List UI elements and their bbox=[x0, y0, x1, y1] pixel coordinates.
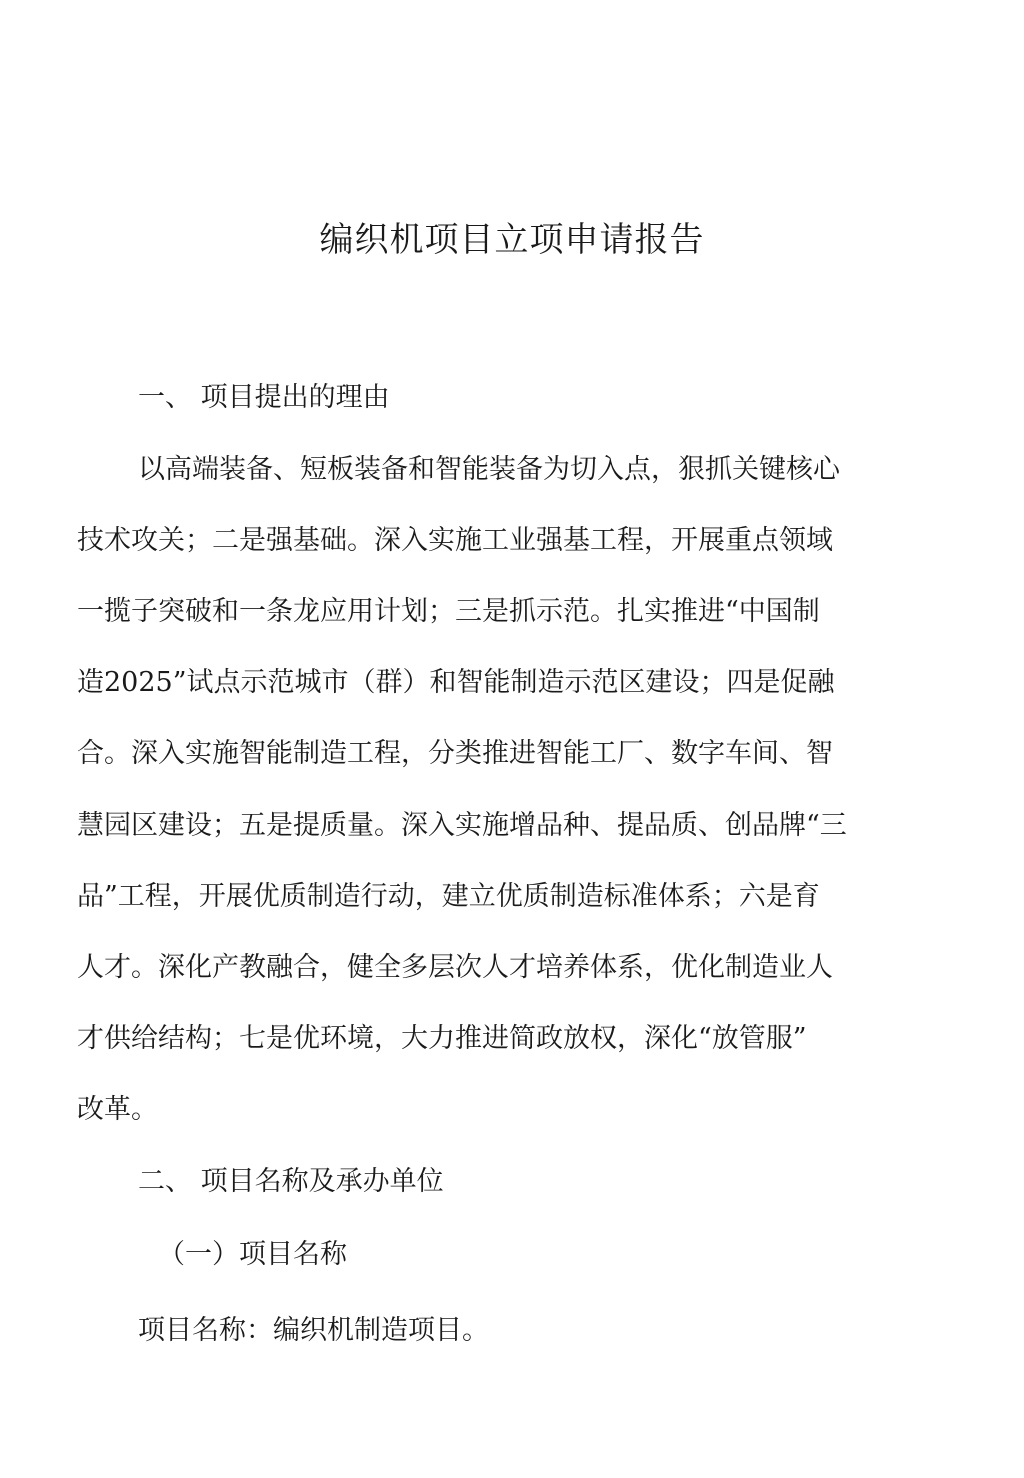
paragraph-line: 一揽子突破和一条龙应用计划；三是抓示范。扎实推进“中国制 bbox=[77, 596, 820, 627]
paragraph-line: 才供给结构；七是优环境，大力推进简政放权，深化“放管服” bbox=[77, 1023, 807, 1054]
paragraph-line: 技术攻关；二是强基础。深入实施工业强基工程，开展重点领域 bbox=[77, 525, 833, 556]
paragraph-line: 人才。深化产教融合，健全多层次人才培养体系，优化制造业人 bbox=[77, 952, 833, 983]
section-heading-reasons: 一、 项目提出的理由 bbox=[138, 382, 390, 413]
paragraph-line: 合。深入实施智能制造工程，分类推进智能工厂、数字车间、智 bbox=[77, 738, 833, 769]
document-title: 编织机项目立项申请报告 bbox=[319, 220, 705, 260]
project-name-text: 项目名称：编织机制造项目。 bbox=[138, 1315, 489, 1346]
paragraph-line: 慧园区建设；五是提质量。深入实施增品种、提品质、创品牌“三 bbox=[77, 810, 847, 841]
paragraph-line: 以高端装备、短板装备和智能装备为切入点，狠抓关键核心 bbox=[138, 454, 840, 485]
paragraph-line: 造2025”试点示范城市（群）和智能制造示范区建设；四是促融 bbox=[77, 667, 835, 698]
paragraph-line: 改革。 bbox=[77, 1094, 158, 1125]
section-heading-project-name-and-unit: 二、 项目名称及承办单位 bbox=[138, 1166, 444, 1197]
subsection-heading-project-name: （一）项目名称 bbox=[158, 1239, 347, 1270]
paragraph-line: 品”工程，开展优质制造行动，建立优质制造标准体系；六是育 bbox=[77, 881, 820, 912]
